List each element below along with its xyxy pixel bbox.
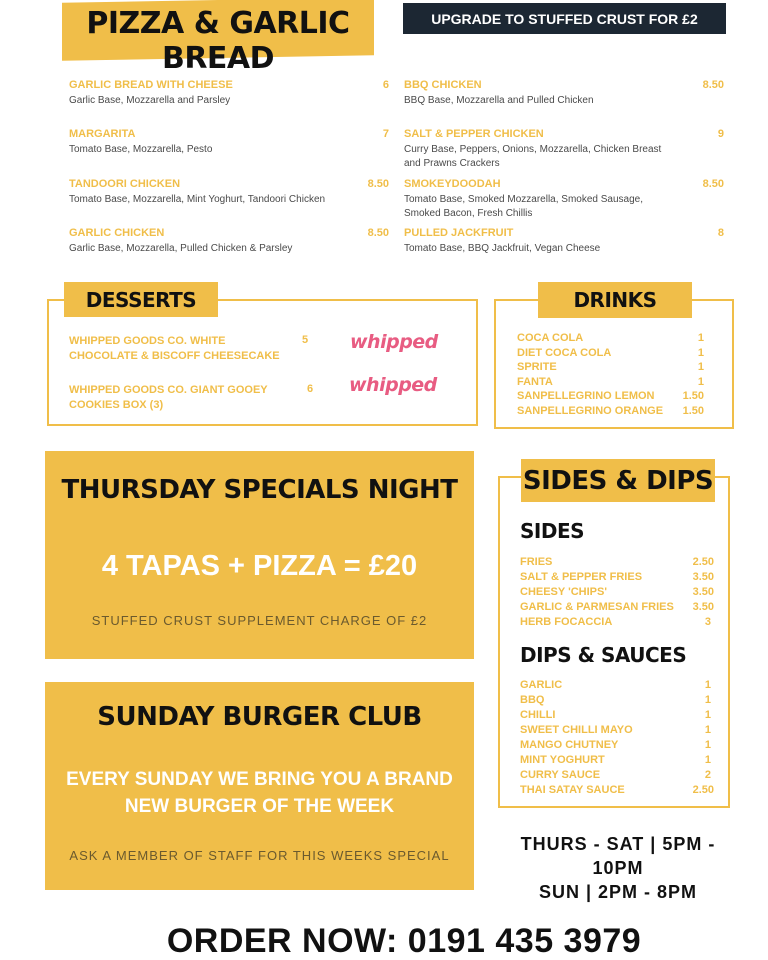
item-name: SANPELLEGRINO LEMON: [517, 390, 655, 402]
item-name: MARGARITA: [69, 128, 136, 140]
item-price: 9: [717, 128, 724, 140]
item-name: CHEESY 'CHIPS': [520, 586, 607, 598]
item-name: BBQ: [520, 694, 545, 706]
item-name: GARLIC & PARMESAN FRIES: [520, 601, 674, 613]
sides-dips-title: SIDES & DIPS: [522, 465, 714, 496]
item-price: 8.50: [702, 178, 724, 190]
item-name: FANTA: [517, 375, 553, 388]
dessert-item: [69, 334, 335, 364]
item-name: SANPELLEGRINO ORANGE: [517, 404, 664, 417]
drinks-list: [517, 331, 704, 418]
item-name: WHIPPED GOODS CO. GIANT GOOEY COOKIES BOX (3): [69, 384, 268, 411]
menu-item: [69, 128, 389, 157]
thursday-specials-box: [45, 451, 474, 659]
item-name: THAI SATAY SAUCE: [520, 784, 625, 796]
thursday-note: STUFFED CRUST SUPPLEMENT CHARGE OF £2: [91, 613, 428, 628]
item-price: 2.50: [692, 556, 714, 568]
item-price: 6: [307, 383, 314, 395]
opening-hours: [494, 832, 742, 904]
item-name: SWEET CHILLI MAYO: [520, 724, 633, 736]
list-item: [520, 738, 714, 753]
item-description: Garlic Base, Mozzarella, Pulled Chicken & Parsley: [69, 243, 293, 254]
item-price: 1.50: [682, 404, 704, 417]
item-description: Curry Base, Peppers, Onions, Mozzarella, Chicken Breast and Prawns Crackers: [404, 144, 662, 169]
item-price: 1: [704, 709, 711, 721]
item-name: SMOKEYDOODAH: [404, 178, 501, 190]
dessert-item: [69, 383, 335, 413]
item-price: 8.50: [367, 178, 389, 190]
menu-item: [404, 128, 724, 171]
whipped-logo: [350, 331, 438, 353]
item-description: Tomato Base, Mozzarella, Pesto: [69, 144, 213, 155]
item-name: MINT YOGHURT: [520, 754, 605, 766]
list-item: [517, 404, 704, 419]
item-name: WHIPPED GOODS CO. WHITE CHOCOLATE & BISCOFF CHEESECAKE: [69, 335, 280, 362]
list-item: [520, 615, 714, 630]
upgrade-banner: UPGRADE TO STUFFED CRUST FOR £2: [403, 3, 726, 34]
item-price: 1: [697, 361, 704, 373]
sunday-line-2: NEW BURGER OF THE WEEK: [124, 796, 395, 817]
thursday-title: THURSDAY SPECIALS NIGHT: [61, 475, 458, 505]
list-item: [517, 389, 704, 404]
item-price: 1: [697, 375, 704, 388]
sides-list: [520, 555, 714, 630]
dips-list: [520, 678, 714, 798]
item-price: 3.50: [692, 586, 714, 598]
item-description: Tomato Base, Smoked Mozzarella, Smoked Sausage, Smoked Bacon, Fresh Chillis: [404, 194, 644, 219]
item-price: 1: [704, 694, 711, 706]
list-item: [517, 360, 704, 375]
item-description: Tomato Base, Mozzarella, Mint Yoghurt, Tandoori Chicken: [69, 194, 326, 205]
item-price: 7: [382, 128, 389, 140]
menu-item: [404, 227, 724, 256]
item-name: PULLED JACKFRUIT: [404, 227, 514, 239]
item-price: 1: [704, 739, 711, 751]
desserts-tab: [64, 282, 218, 317]
item-description: Tomato Base, BBQ Jackfruit, Vegan Cheese: [404, 243, 601, 254]
hours-line-1: THURS - SAT | 5PM - 10PM: [520, 834, 716, 878]
list-item: [520, 600, 714, 615]
list-item: [520, 555, 714, 570]
list-item: [517, 346, 704, 361]
list-item: [520, 753, 714, 768]
item-price: 2.50: [692, 784, 714, 796]
order-phone: ORDER NOW: 0191 435 3979: [166, 922, 642, 960]
item-name: SALT & PEPPER FRIES: [520, 571, 643, 583]
item-name: SALT & PEPPER CHICKEN: [404, 128, 544, 140]
item-price: 3.50: [692, 601, 714, 613]
item-price: 8.50: [702, 79, 724, 91]
sunday-line-1: EVERY SUNDAY WE BRING YOU A BRAND: [66, 769, 453, 790]
list-item: [520, 570, 714, 585]
item-price: 5: [302, 334, 309, 346]
item-price: 8.50: [367, 227, 389, 239]
item-price: 2: [704, 769, 711, 781]
item-name: SPRITE: [517, 361, 557, 373]
item-name: HERB FOCACCIA: [520, 616, 613, 628]
hours-line-2: SUN | 2PM - 8PM: [538, 882, 698, 902]
list-item: [520, 708, 714, 723]
item-price: 1: [697, 332, 704, 344]
item-name: GARLIC CHICKEN: [69, 227, 165, 239]
item-name: TANDOORI CHICKEN: [69, 178, 181, 190]
whipped-logo-text: whipped: [349, 374, 437, 396]
menu-item: [404, 178, 724, 221]
item-name: CHILLI: [520, 709, 556, 721]
drinks-tab: [538, 282, 692, 318]
item-description: Garlic Base, Mozzarella and Parsley: [69, 95, 231, 106]
item-name: GARLIC BREAD WITH CHEESE: [69, 79, 233, 91]
list-item: [520, 723, 714, 738]
item-price: 1.50: [682, 390, 704, 402]
item-name: FRIES: [520, 556, 553, 568]
sunday-burger-box: [45, 682, 474, 890]
sunday-title: SUNDAY BURGER CLUB: [97, 702, 422, 732]
whipped-logo-text: whipped: [350, 331, 438, 353]
drinks-title: DRINKS: [573, 288, 657, 312]
thursday-offer: 4 TAPAS + PIZZA = £20: [101, 550, 418, 582]
item-price: 1: [704, 724, 711, 736]
item-price: 6: [382, 79, 389, 91]
menu-item: [404, 79, 724, 108]
item-price: 3.50: [692, 571, 714, 583]
menu-item: [69, 227, 389, 256]
item-price: 1: [704, 754, 711, 766]
sides-dips-tab: [521, 459, 715, 502]
list-item: [520, 585, 714, 600]
item-price: 1: [704, 679, 711, 691]
item-name: GARLIC: [520, 679, 563, 691]
item-price: 1: [697, 346, 704, 359]
pizza-section-title: PIZZA & GARLIC BREAD: [86, 6, 350, 76]
list-item: [520, 783, 714, 798]
list-item: [520, 678, 714, 693]
list-item: [520, 768, 714, 783]
item-name: MANGO CHUTNEY: [520, 739, 619, 751]
sunday-note: ASK A MEMBER OF STAFF FOR THIS WEEKS SPECIAL: [69, 848, 450, 863]
item-price: 3: [704, 616, 711, 628]
menu-item: [69, 178, 389, 207]
item-price: 8: [717, 227, 724, 239]
list-item: [517, 331, 704, 346]
item-name: BBQ CHICKEN: [404, 79, 482, 91]
sides-heading: SIDES: [520, 519, 585, 543]
whipped-logo: [349, 374, 437, 396]
list-item: [520, 693, 714, 708]
item-name: DIET COCA COLA: [517, 346, 612, 359]
menu-item: [69, 79, 389, 108]
list-item: [517, 375, 704, 390]
desserts-title: DESSERTS: [85, 287, 197, 312]
item-name: COCA COLA: [517, 332, 584, 344]
item-description: BBQ Base, Mozzarella and Pulled Chicken: [404, 95, 594, 106]
item-name: CURRY SAUCE: [520, 769, 601, 781]
dips-heading: DIPS & SAUCES: [520, 643, 687, 667]
